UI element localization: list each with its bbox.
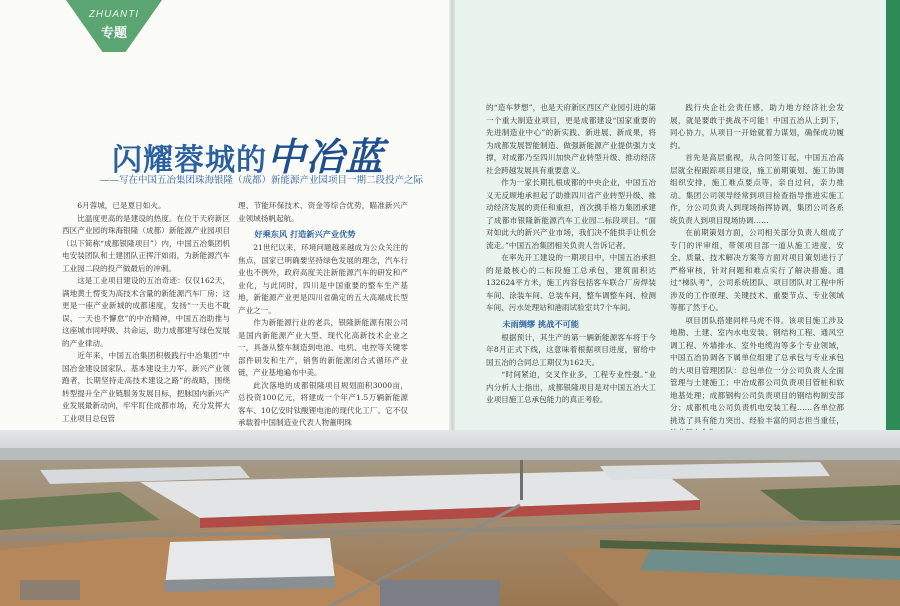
article-column-4 (670, 102, 844, 425)
paragraph: 在前期策划方面，公司相关部分负责人组成了专门的评审组，带领项目部一道从施工进度、安全、质量、技术解决方案等方面对项目策划进行了严格审核，针对问题和难点实行了解决措施。通过“梯队考”，公司系统团队、项目团队对工程中所涉及的工作原理、关键技术、重要节点、专业领域等都了然于心。 (670, 228, 844, 312)
paragraph: 首先是高层重视，从合同签订起，中国五冶高层就全程跟踪项目建设，施工前期策划、施工协调组织安排，施工难点要点等，亲自过问，亲力推动。集团公司领导经常到项目检查指导推进实施工作，分公司负责人到现场指挥协调，集团公司各系统负责人到项目现场协调…… (670, 153, 844, 225)
article-column-1 (62, 200, 230, 423)
title-highlight: 中冶蓝 (267, 134, 385, 179)
section-tag-cn: 专题 (100, 26, 127, 41)
paragraph: 这是工业项目建设的五冶奇迹：仅仅162天，满地黄土愣变为高技术含量的新能源汽车厂房；这更是一座产业新城的成都速度，发扬“一天也不耽误、一天也不懈怠”的中冶精神，中国五冶助推与这座城市同呼吸、共命运，助力成都建写绿色发展的产业律动。 (62, 276, 230, 348)
page-edge-bar (886, 0, 900, 430)
crane (520, 460, 523, 500)
paragraph: 比温度更高的是建设的热度。在位于天府新区西区产业园的珠海银隆（成都）新能源产业园项目（以下简称“成都银隆项目”）内，中国五冶集团机电安装团队和土建团队正挥汗如雨，为新能源汽车工业园二段的投产做最后的冲刺。 (62, 213, 230, 273)
section-tag-en: ZHUANTI (88, 9, 140, 20)
industrial-park-photo (0, 430, 900, 606)
paragraph: 此次落地的成都银隆项目规划面积3000亩，总投资100亿元，将建成一个年产1.5万辆新能源客车、10亿安时钛酸锂电池的现代化工厂。它不仅承载着中国制造业代表人物董明珠 (238, 380, 408, 427)
paragraph: 理、节能环保技术、资金等综合优势，瞄准新兴产业领域扬帆起航。 (238, 201, 408, 223)
building-block (380, 580, 500, 606)
page-spine (449, 0, 455, 430)
article-column-2 (238, 200, 408, 427)
paragraph: 作为新能源行业的老兵，银隆新能源有限公司是国内新能源产业大型、现代化高新技术企业之一，具备从整车制造到电池、电机、电控等关键零部件研发和生产，销售的新能源闭合式循环产业链，产业基地遍布中美。 (238, 318, 408, 377)
paragraph: “时间紧迫，交叉作业多，工程专业性强。”业内分析人士指出，成都银隆项目是对中国五冶大工业项目施工总承包能力的真正考验。 (486, 370, 656, 404)
section-heading: 未雨绸缪 挑战不可能 (502, 318, 579, 329)
section-heading: 好乘东风 打造新兴产业优势 (254, 229, 356, 239)
paragraph: 践行央企社会责任感，助力地方经济社会发展，就是要敢于挑战不可能！中国五冶从上到下，同心协力，从项目一开始就着力谋划，确保成功履约。 (670, 103, 844, 150)
paragraph: 6月蓉城，已是夏日如火。 (77, 201, 166, 210)
paragraph: 在率先开工建设的一期项目中，中国五冶承担的是最核心的二标段施工总承包，建筑面积达132624平方米，施工内容包括客车联合厂房焊装车间、涂装车间、总装车间，整车调整车间、检测车间、污水处理站和港雨试验室共7个车间。 (486, 253, 656, 312)
horizon-city (0, 448, 900, 462)
paragraph: 的“造车梦想”，也是天府新区西区产业园引进的第一个重大制造业项目，更是成都建设“国家重要的先进制造业中心”的新实践、新进展、新成果，将为成都发展智能制造、做强新能源产业提供强力支撑，对成都乃至四川加快产业转型升级、推动经济社会跨越发展具有重要意义。 (486, 103, 656, 175)
article-column-3 (486, 102, 656, 418)
paragraph: 根据预计，其生产的第一辆新能源客车将于今年8月正式下线，这意味着根据项目进度，留给中国五冶的合同总工期仅为162天。 (486, 332, 656, 367)
building-block (20, 580, 80, 600)
paragraph: 项目团队搭建同样马虎不得。该项目施工涉及地勘、土建、室内水电安装、钢结构工程、通风空调工程、外墙排水、室外电缆沟等多个专业领域，中国五冶协调各下属单位组建了总承包与专业承包的大项目管理团队：总包单位一分公司负责人全面管理与土建施工；中冶成都公司负责项目管桩和软地基处理；成都钢构公司负责项目的钢结构制安部分；成都机电公司负责机电安装工程……各单位都挑选了具有能力突出、经验丰富的同志担当重任， (670, 315, 844, 425)
article-subtitle: ——写在中国五冶集团珠海银隆（成都）新能源产业园项目一期二段投产之际 (100, 175, 424, 186)
title-main: 闪耀蓉城的 (112, 143, 267, 178)
paragraph: 21世纪以来，环境问题越来越成为公众关注的焦点，国家已明确要坚持绿色发展的理念，汽车行业也不例外，政府高度关注新能源汽车的研发和产业化，与此同时，四川是中国重要的整车生产基地，新能源产业更是四川省确定的五大高端成长型产业之一。 (238, 243, 408, 315)
paragraph: 作为一家长期扎根成都的中央企业，中国五冶义无反顾地承担起了助推四川省产业转型升级、推动经济发展的责任和重担，首次携手格力集团承建了成都市银隆新能源汽车工业园二标段项目。“面对如此大的新兴产业市场，我们决不能拱手让机会流走。”中国五冶集团相关负责人告诉记者。 (486, 178, 656, 250)
paragraph: 近年来，中国五冶集团积极践行中冶集团“中国冶金建设国家队、基本建设主力军、新兴产业领跑者，长期坚持走高技术建设之路”的战略，围绕转型提升全产业链服务发展目标，把脉国内新兴产业发展最新动向，牢牢盯住成都市场，充分发挥大工业项目总包管 (62, 351, 230, 423)
